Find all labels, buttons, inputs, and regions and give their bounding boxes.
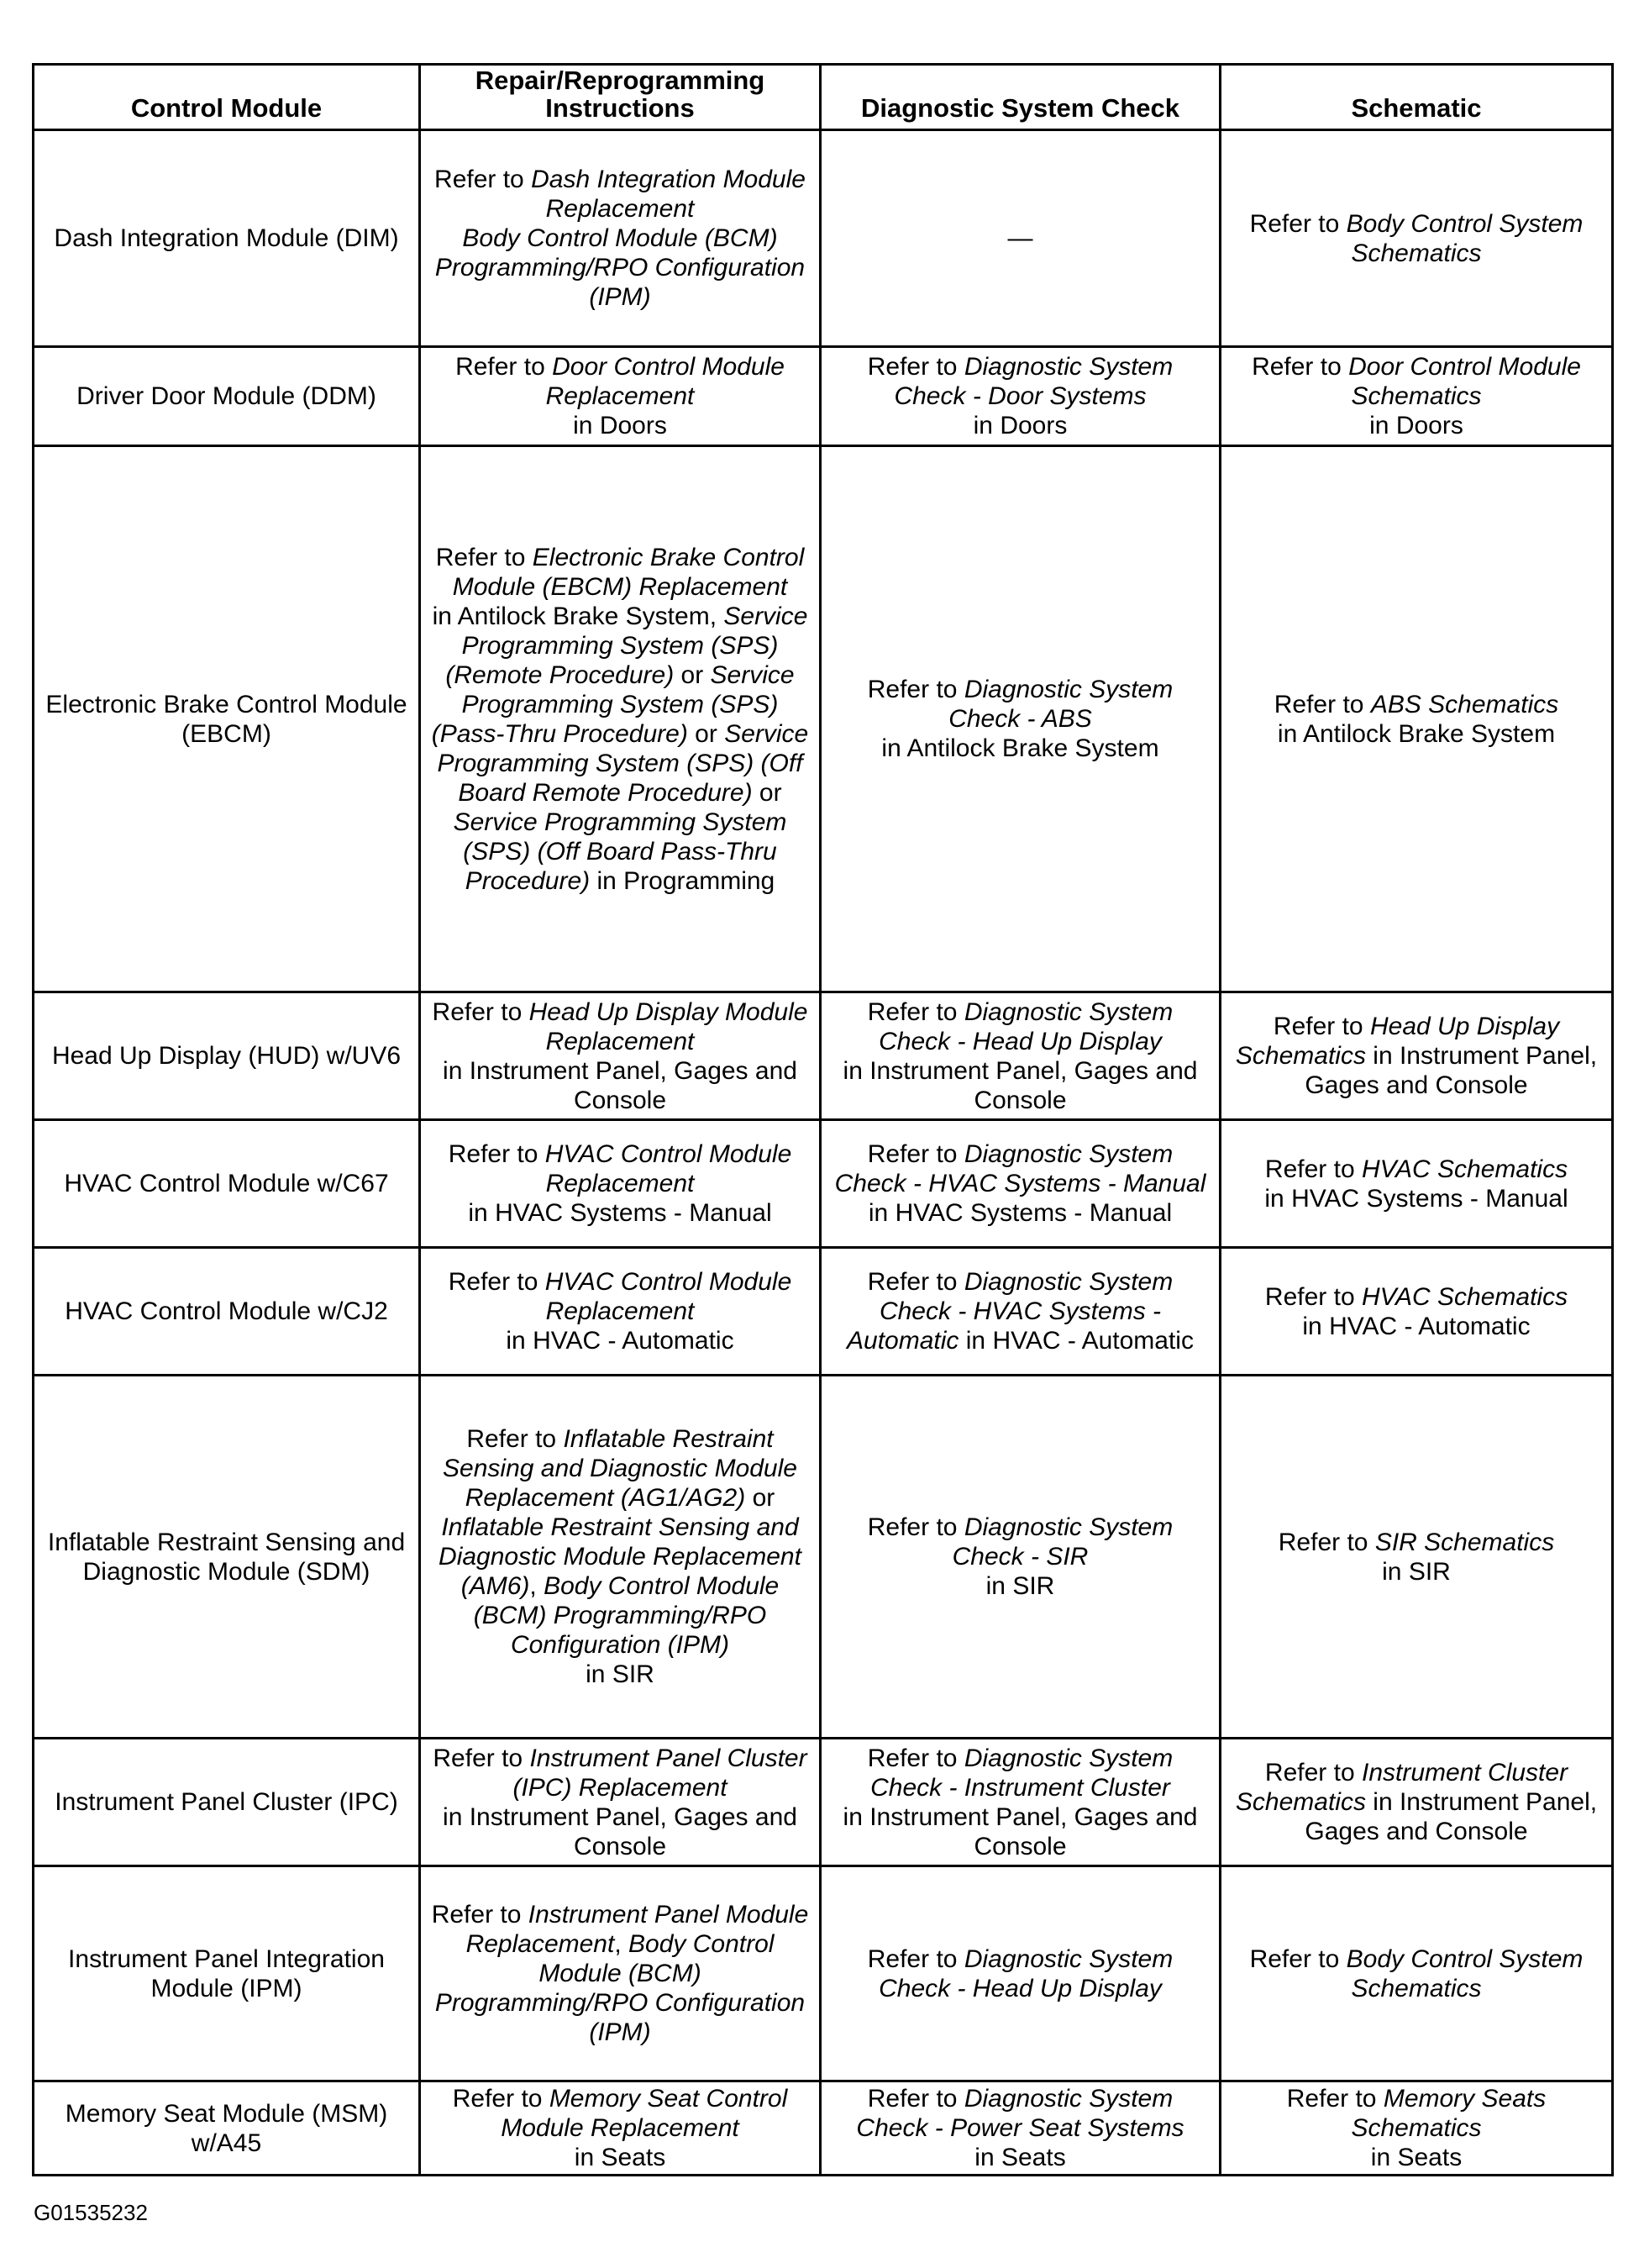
header-diagnostic-check: Diagnostic System Check [821,65,1221,130]
cell-schematic [1221,446,1613,992]
table-row [34,1248,1613,1376]
reference-title: Inflatable Restraint Sensing and Diagnostic Module Replacement (AG1/AG2) [443,1425,797,1512]
reference-text: Refer to [867,1513,964,1541]
header-repair-instructions: Repair/Reprogramming Instructions [420,65,821,130]
reference-text: Refer to [867,1744,964,1772]
reference-title: Diagnostic System Check - Door Systems [894,353,1174,410]
reference-title: Head Up Display Schematics [1235,1013,1560,1070]
reference-text: in HVAC Systems - Manual [868,1199,1173,1227]
cell-repair [420,1739,821,1866]
reference-text: Refer to [431,1901,528,1929]
cell-module: Dash Integration Module (DIM) [34,130,420,347]
cell-repair [420,992,821,1120]
cell-diagnostic [821,347,1221,446]
reference-text: Refer to [452,2085,549,2113]
header-schematic: Schematic [1221,65,1613,130]
reference-text: Refer to [867,1268,964,1296]
reference-title: Service Programming System (SPS) (Remote Procedure) [445,602,808,689]
cell-schematic [1221,130,1613,347]
reference-title: Body Control Module (BCM) Programming/RPO Configuration (IPM) [434,224,806,311]
reference-title: Memory Seats Schematics [1351,2085,1547,2142]
reference-title: Instrument Panel Module Replacement [465,1901,809,1958]
cell-module: HVAC Control Module w/C67 [34,1120,420,1248]
reference-text: in Doors [1369,412,1463,439]
table-row [34,1120,1613,1248]
reference-title: Diagnostic System Check - Head Up Display [879,1944,1174,2002]
reference-title: Body Control System Schematics [1346,209,1584,267]
reference-title: Diagnostic System Check - HVAC Systems - Manual [834,1140,1206,1197]
table-row [34,1866,1613,2081]
reference-text: Refer to [432,997,529,1026]
cell-module: Memory Seat Module (MSM) w/A45 [34,2081,420,2176]
reference-text: in SIR [1382,1557,1451,1586]
cell-module: Head Up Display (HUD) w/UV6 [34,992,420,1120]
reference-text: Refer to [434,166,532,193]
reference-text: Refer to [1264,1282,1362,1311]
reference-text: or [752,778,782,807]
reference-text: Refer to [867,676,964,703]
reference-text: in SIR [586,1660,654,1688]
reference-text: in Doors [573,412,667,439]
reference-text: or [674,660,711,689]
cell-diagnostic [821,1120,1221,1248]
reference-title: Diagnostic System Check - HVAC Systems - Automatic [847,1268,1174,1355]
reference-text: in Instrument Panel, Gages and Console [443,1056,797,1114]
reference-title: HVAC Control Module Replacement [544,1268,792,1325]
reference-title: Electronic Brake Control Module (EBCM) Replacement [452,543,805,601]
reference-text: Refer to [1274,690,1371,718]
reference-text: in Instrument Panel, Gages and Console [1305,1788,1598,1845]
reference-text: , [614,1930,628,1958]
cell-diagnostic [821,446,1221,992]
reference-text: in Seats [974,2144,1066,2171]
reference-text: in Instrument Panel, Gages and Console [843,1056,1198,1114]
cell-repair [420,130,821,347]
cell-module: Driver Door Module (DDM) [34,347,420,446]
cell-repair [420,347,821,446]
cell-diagnostic [821,1376,1221,1739]
cell-diagnostic [821,2081,1221,2176]
table-row [34,1376,1613,1739]
reference-text: Refer to [1286,2085,1384,2113]
reference-text: Refer to [867,1944,964,1973]
reference-text: Refer to [448,1268,545,1296]
reference-text: or [687,719,725,748]
reference-title: Door Control Module Schematics [1348,353,1581,410]
cell-schematic [1221,1248,1613,1376]
cell-repair [420,1866,821,2081]
reference-title: HVAC Schematics [1361,1155,1568,1183]
module-reference-table [32,63,1614,2176]
header-row [34,65,1613,130]
reference-text: in Antilock Brake System [881,734,1159,762]
reference-text: in Antilock Brake System, [432,602,724,630]
cell-module: Electronic Brake Control Module (EBCM) [34,446,420,992]
reference-title: SIR Schematics [1374,1528,1555,1556]
reference-title: Instrument Cluster Schematics [1235,1759,1568,1816]
cell-module: Inflatable Restraint Sensing and Diagnostic Module (SDM) [34,1376,420,1739]
reference-text: in SIR [985,1572,1055,1600]
reference-text: Refer to [433,1744,530,1772]
reference-text: Refer to [435,543,533,571]
table-row [34,1739,1613,1866]
cell-module: Instrument Panel Integration Module (IPM) [34,1866,420,2081]
cell-schematic [1221,1376,1613,1739]
reference-text: Refer to [448,1140,545,1168]
reference-text: Refer to [1273,1013,1370,1040]
reference-text: in Instrument Panel, Gages and Console [843,1802,1198,1860]
reference-text: in Programming [590,866,775,895]
reference-title: Diagnostic System Check - Head Up Display [879,997,1174,1055]
cell-repair [420,1248,821,1376]
reference-title: Inflatable Restraint Sensing and Diagnostic Module Replacement (AM6) [439,1513,801,1600]
cell-schematic [1221,1120,1613,1248]
cell-repair [420,1376,821,1739]
reference-text: Refer to [1249,209,1347,238]
reference-text: in Antilock Brake System [1277,719,1556,748]
reference-title: Diagnostic System Check - Power Seat Systems [856,2085,1184,2142]
cell-repair [420,2081,821,2176]
figure-id: G01535232 [34,2200,148,2225]
reference-text: Refer to [1264,1759,1362,1787]
reference-title: HVAC Schematics [1361,1282,1568,1311]
reference-title: Head Up Display Module Replacement [528,997,808,1055]
cell-schematic [1221,1866,1613,2081]
reference-title: Instrument Panel Cluster (IPC) Replacement [512,1744,807,1802]
cell-schematic [1221,1739,1613,1866]
reference-title: Body Control Module (BCM) Programming/RPO Configuration (IPM) [434,1930,806,2046]
reference-text: in HVAC - Automatic [959,1327,1194,1355]
table-row [34,992,1613,1120]
reference-title: Diagnostic System Check - Instrument Cluster [870,1744,1174,1802]
reference-title: Body Control System Schematics [1346,1944,1584,2002]
reference-text: in Instrument Panel, Gages and Console [443,1802,797,1860]
table-row [34,446,1613,992]
reference-text: Refer to [466,1425,564,1453]
reference-text: in HVAC Systems - Manual [1264,1184,1568,1213]
header-control-module: Control Module [34,65,420,130]
reference-text: Refer to [1278,1528,1375,1556]
cell-schematic [1221,992,1613,1120]
reference-title: Service Programming System (SPS) (Off Board Remote Procedure) [437,719,809,807]
reference-text: — [1007,224,1033,252]
reference-text: in HVAC Systems - Manual [468,1199,772,1227]
cell-diagnostic [821,130,1221,347]
table-row [34,2081,1613,2176]
reference-text: Refer to [867,2085,964,2113]
cell-repair [420,1120,821,1248]
reference-title: Diagnostic System Check - ABS [948,676,1174,733]
cell-schematic [1221,2081,1613,2176]
reference-text: Refer to [867,997,964,1026]
reference-text: Refer to [1264,1155,1362,1183]
reference-title: Door Control Module Replacement [545,353,785,410]
reference-text: in HVAC - Automatic [506,1327,734,1355]
reference-text: in Doors [973,412,1068,439]
reference-title: Dash Integration Module Replacement [531,166,806,223]
reference-text: in Instrument Panel, Gages and Console [1305,1042,1598,1099]
reference-text: in HVAC - Automatic [1302,1312,1531,1340]
cell-module: HVAC Control Module w/CJ2 [34,1248,420,1376]
reference-title: ABS Schematics [1370,690,1559,718]
reference-text: Refer to [1249,1944,1347,1973]
reference-title: Memory Seat Control Module Replacement [501,2085,788,2142]
reference-text: or [745,1484,775,1512]
table-row [34,130,1613,347]
reference-text: in Seats [1370,2144,1463,2171]
reference-text: Refer to [1252,353,1349,381]
reference-text: Refer to [867,353,964,381]
reference-title: Service Programming System (SPS) (Pass-Thru Procedure) [431,660,795,748]
cell-schematic [1221,347,1613,446]
reference-title: Service Programming System (SPS) (Off Board Pass-Thru Procedure) [453,808,787,895]
cell-repair [420,446,821,992]
reference-text: Refer to [455,353,553,381]
cell-module: Instrument Panel Cluster (IPC) [34,1739,420,1866]
reference-title: Body Control Module (BCM) Programming/RPO Configuration (IPM) [473,1572,780,1659]
reference-text: in Seats [574,2144,666,2171]
cell-diagnostic [821,1739,1221,1866]
table-row [34,347,1613,446]
reference-title: Diagnostic System Check - SIR [952,1513,1174,1571]
cell-diagnostic [821,992,1221,1120]
cell-diagnostic [821,1248,1221,1376]
reference-title: HVAC Control Module Replacement [544,1140,792,1197]
cell-diagnostic [821,1866,1221,2081]
reference-text: Refer to [867,1140,964,1168]
reference-text: , [529,1572,544,1600]
